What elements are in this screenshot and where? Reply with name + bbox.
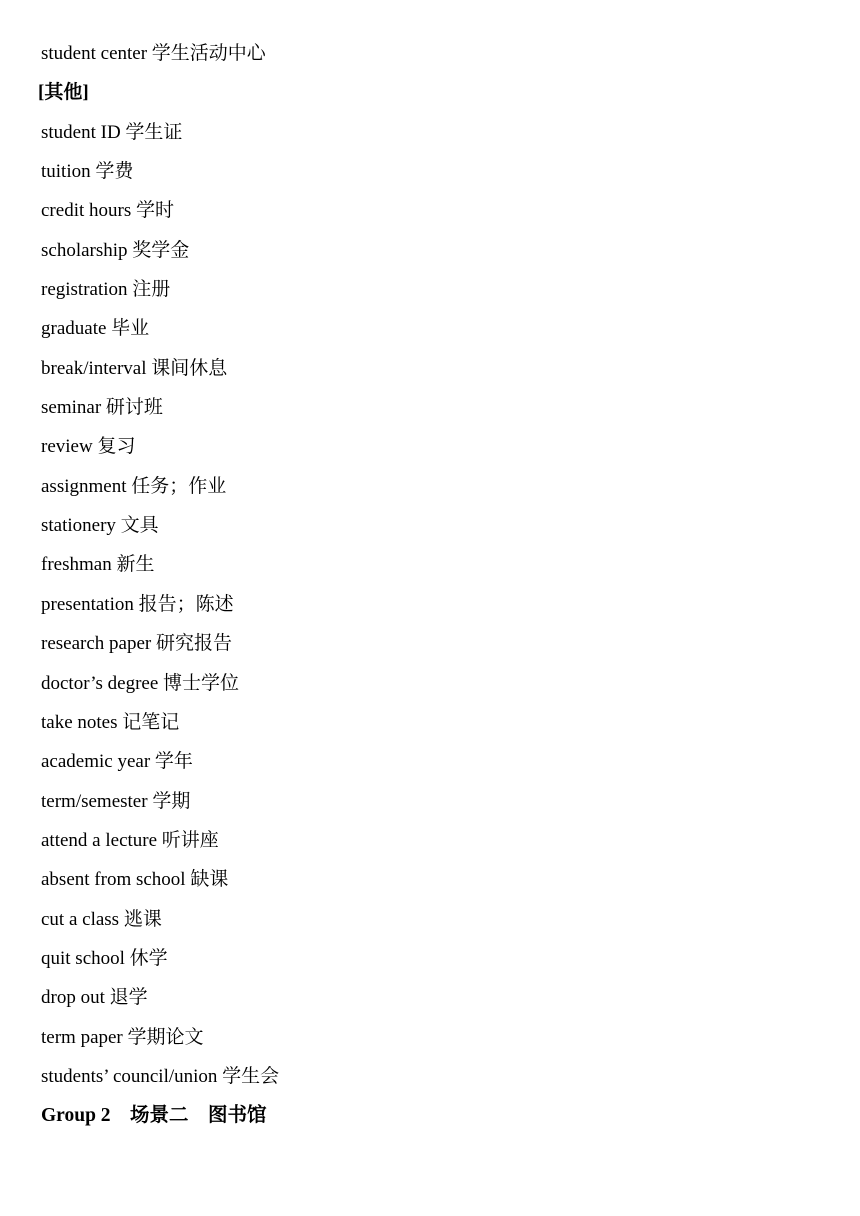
vocab-item: term paper 学期论文 <box>41 1026 204 1048</box>
vocab-item: take notes 记笔记 <box>41 711 180 733</box>
vocab-item: doctor’s degree 博士学位 <box>41 672 240 694</box>
vocab-item: student ID 学生证 <box>41 121 183 143</box>
vocab-item: term/semester 学期 <box>41 790 191 812</box>
vocab-item: attend a lecture 听讲座 <box>41 829 219 851</box>
vocab-item: academic year 学年 <box>41 751 193 773</box>
group-heading: Group 2 场景二 图书馆 <box>41 1105 267 1127</box>
vocab-item: freshman 新生 <box>41 554 155 576</box>
vocab-item: stationery 文具 <box>41 515 159 537</box>
vocab-item: drop out 退学 <box>41 987 148 1009</box>
vocab-item-student-center: student center 学生活动中心 <box>41 43 266 64</box>
vocab-item: graduate 毕业 <box>41 318 150 340</box>
vocab-item: tuition 学费 <box>41 161 134 183</box>
vocab-item: review 复习 <box>41 436 136 458</box>
vocab-item: absent from school 缺课 <box>41 869 229 891</box>
vocab-item: break/interval 课间休息 <box>41 357 228 379</box>
vocab-item: presentation 报告；陈述 <box>41 593 234 615</box>
vocab-item: registration 注册 <box>41 279 171 301</box>
document-page <box>38 39 841 1141</box>
vocab-item: quit school 休学 <box>41 947 168 969</box>
vocab-item: assignment 任务；作业 <box>41 475 227 497</box>
vocab-item: seminar 研讨班 <box>41 397 163 419</box>
vocab-item: scholarship 奖学金 <box>41 239 190 261</box>
vocab-item: cut a class 逃课 <box>41 908 162 930</box>
section-label-other: [其他] <box>38 82 89 104</box>
vocab-item: students’ council/union 学生会 <box>41 1065 280 1087</box>
vocab-item: research paper 研究报告 <box>41 633 232 655</box>
vocab-item: credit hours 学时 <box>41 200 174 222</box>
